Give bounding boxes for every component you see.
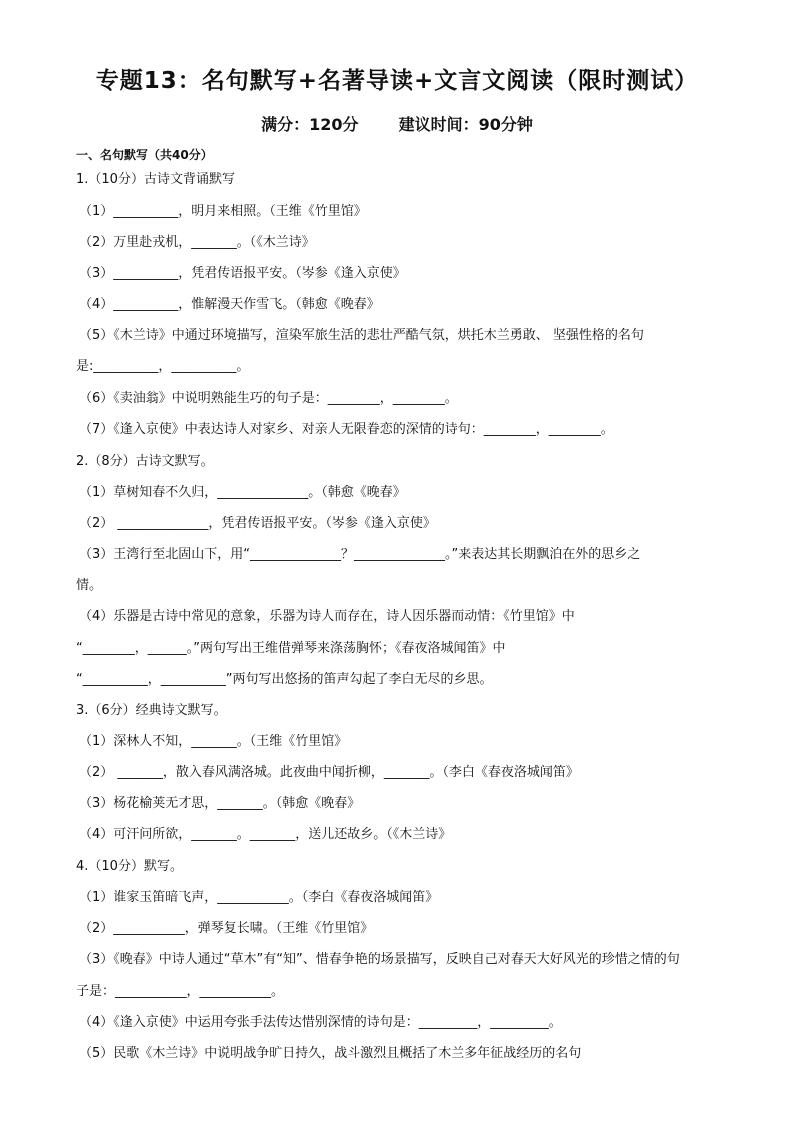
- question-2-heading: 2.（8分）古诗文默写。: [76, 454, 214, 469]
- question-line: （2） ______________，凭君传语报平安。（岑参《逢入京使》: [79, 516, 436, 531]
- suggested-time: 建议时间：90分钟: [398, 115, 533, 134]
- total-score: 满分：120分: [261, 115, 359, 134]
- question-line: 子是：___________，___________。: [76, 984, 285, 999]
- question-line: （2） _______，散入春风满洛城。此夜曲中闻折柳，_______。（李白《春夜洛城闻笛》: [79, 765, 579, 780]
- question-line: 情。: [76, 578, 103, 593]
- question-line: （7）《逢入京使》中表达诗人对家乡、对亲人无限眷恋的深情的诗句：________，________。: [79, 422, 614, 437]
- question-line: （1）深林人不知，_______。（王维《竹里馆》: [79, 734, 348, 749]
- exam-info: [0, 112, 794, 135]
- question-line: （1）草树知春不久归，______________。（韩愈《晚春》: [79, 485, 406, 500]
- question-line: （1）谁家玉笛暗飞声，___________。（李白《春夜洛城闻笛》: [79, 890, 439, 905]
- question-line: （6）《卖油翁》中说明熟能生巧的句子是：________，________。: [79, 391, 458, 406]
- question-line: （3）王湾行至北固山下，用“______________？______________。”来表达其长期飘泊在外的思乡之: [79, 547, 641, 562]
- question-4-heading: 4.（10分）默写。: [76, 859, 183, 874]
- question-line: （5）民歌《木兰诗》中说明战争旷日持久，战斗激烈且概括了木兰多年征战经历的名句: [79, 1046, 582, 1061]
- question-line: （4）可汗问所欲，_______。_______，送儿还故乡。（《木兰诗》: [79, 827, 452, 842]
- question-line: （2）万里赴戎机，_______。（《木兰诗》: [79, 235, 315, 250]
- question-line: （4）《逢入京使》中运用夸张手法传达惜别深情的诗句是：_________，_________。: [79, 1015, 562, 1030]
- question-line: （4）__________，惟解漫天作雪飞。（韩愈《晚春》: [79, 297, 380, 312]
- section-heading: 一、名句默写（共40分）: [76, 148, 213, 162]
- page-title: 专题13：名句默写+名著导读+文言文阅读（限时测试）: [95, 68, 699, 94]
- question-line: （1）__________，明月来相照。（王维《竹里馆》: [79, 204, 367, 219]
- question-line: （5）《木兰诗》中通过环境描写，渲染军旅生活的悲壮严酷气氛，烘托木兰勇敢、 坚强性格的名句: [79, 328, 644, 343]
- question-line: （3）__________，凭君传语报平安。（岑参《逢入京使》: [79, 266, 406, 281]
- question-1-heading: 1.（10分）古诗文背诵默写: [76, 172, 235, 187]
- question-3-heading: 3.（6分）经典诗文默写。: [76, 703, 227, 718]
- question-line: “________，______。”两句写出王维借弹琴来涤荡胸怀；《春夜洛城闻笛》中: [76, 641, 506, 656]
- question-line: （2）___________，弹琴复长啸。（王维《竹里馆》: [79, 921, 374, 936]
- question-line: “__________，__________”两句写出悠扬的笛声勾起了李白无尽的乡思。: [76, 672, 493, 687]
- question-line: （3）杨花榆荚无才思，_______。（韩愈《晚春》: [79, 796, 361, 811]
- question-line: （4）乐器是古诗中常见的意象，乐器为诗人而存在，诗人因乐器而动情：《竹里馆》中: [79, 609, 575, 624]
- question-line: 是:__________，__________。: [76, 359, 250, 374]
- question-line: （3）《晚春》中诗人通过“草木”有“知”、惜春争艳的场景描写，反映自己对春天大好风光的珍惜之情的句: [79, 952, 680, 967]
